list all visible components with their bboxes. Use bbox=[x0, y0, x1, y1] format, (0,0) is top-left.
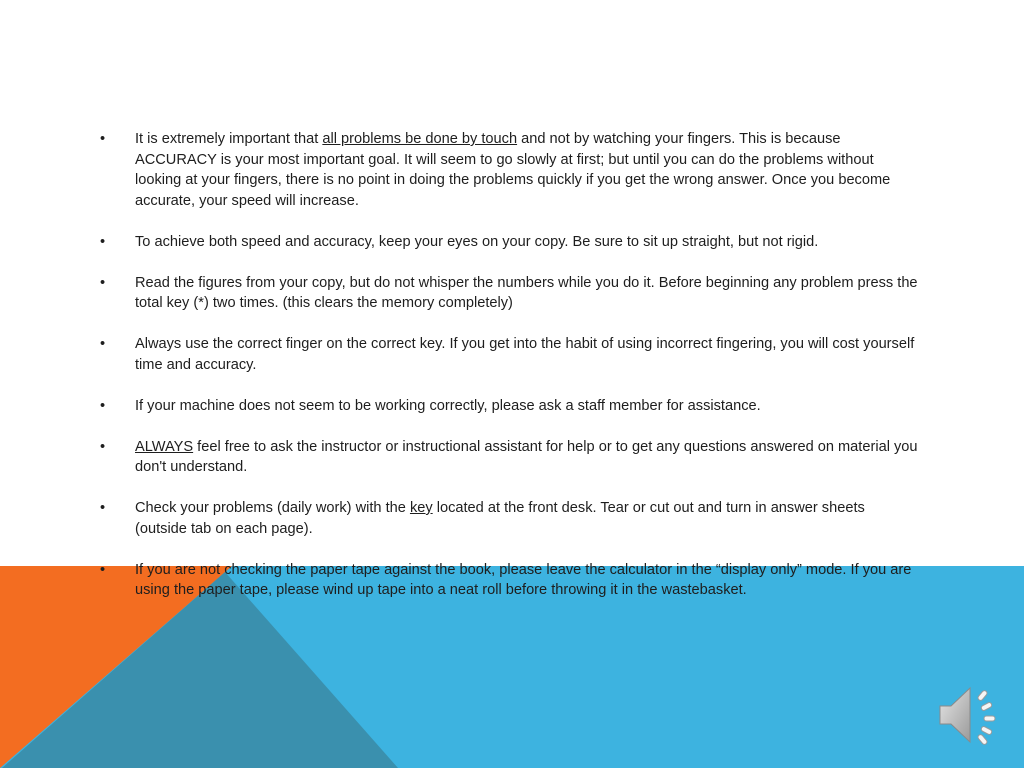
bullet-item bbox=[100, 334, 920, 375]
bullet-item bbox=[100, 232, 920, 253]
bullet-text: feel free to ask the instructor or instructional assistant for help or to get any questions answered on material you don't understand. bbox=[135, 438, 918, 475]
slide-content bbox=[100, 129, 920, 621]
bullet-item bbox=[100, 396, 920, 417]
bullet-text: Always use the correct finger on the correct key. If you get into the habit of using incorrect fingering, you will cost yourself time and accuracy. bbox=[135, 336, 915, 373]
bullet-text: To achieve both speed and accuracy, keep your eyes on your copy. Be sure to sit up straight, but not rigid. bbox=[135, 233, 819, 250]
bullet-dot: • bbox=[100, 500, 106, 516]
bullet-text: located at the front desk. Tear or cut out and turn in answer sheets (outside tab on each page). bbox=[135, 500, 865, 537]
bullet-dot: • bbox=[100, 233, 106, 250]
bullet-item bbox=[100, 129, 920, 211]
bullet-dot: • bbox=[100, 336, 106, 352]
underlined-text: ALWAYS bbox=[135, 438, 194, 455]
bullet-dot: • bbox=[100, 131, 106, 147]
bullet-dot: • bbox=[100, 274, 106, 291]
bullet-item bbox=[100, 560, 920, 601]
speaker-icon[interactable] bbox=[934, 682, 1006, 748]
bullet-item bbox=[100, 437, 920, 478]
bullet-list bbox=[100, 129, 920, 601]
bullet-dot: • bbox=[100, 561, 106, 578]
underlined-text: all problems be done by touch bbox=[322, 131, 518, 147]
underlined-text: key bbox=[409, 500, 433, 516]
bullet-text: It is extremely important that bbox=[135, 131, 323, 147]
bullet-item bbox=[100, 273, 920, 314]
bullet-text: and not by watching your fingers. This is because ACCURACY is your most important goal. It will seem to go slowly at first; but until you can do the problems without looking at your fingers, there is no point in doing the problems quickly if you get the wrong answer. Once you become accurate, your speed will increase. bbox=[135, 131, 891, 209]
bullet-text: If your machine does not seem to be working correctly, please ask a staff member for assistance. bbox=[135, 397, 761, 414]
bullet-dot: • bbox=[100, 397, 106, 414]
bullet-text: If you are not checking the paper tape against the book, please leave the calculator in the “display only” mode. If you are using the paper tape, please wind up tape into a neat roll before throwing it in the wastebasket. bbox=[135, 561, 912, 598]
bullet-text: Read the figures from your copy, but do not whisper the numbers while you do it. Before beginning any problem press the total key (*) two times. (this clears the memory completely) bbox=[135, 274, 918, 311]
bullet-dot: • bbox=[100, 438, 106, 455]
bullet-item bbox=[100, 498, 920, 539]
bullet-text: Check your problems (daily work) with the bbox=[135, 500, 410, 516]
